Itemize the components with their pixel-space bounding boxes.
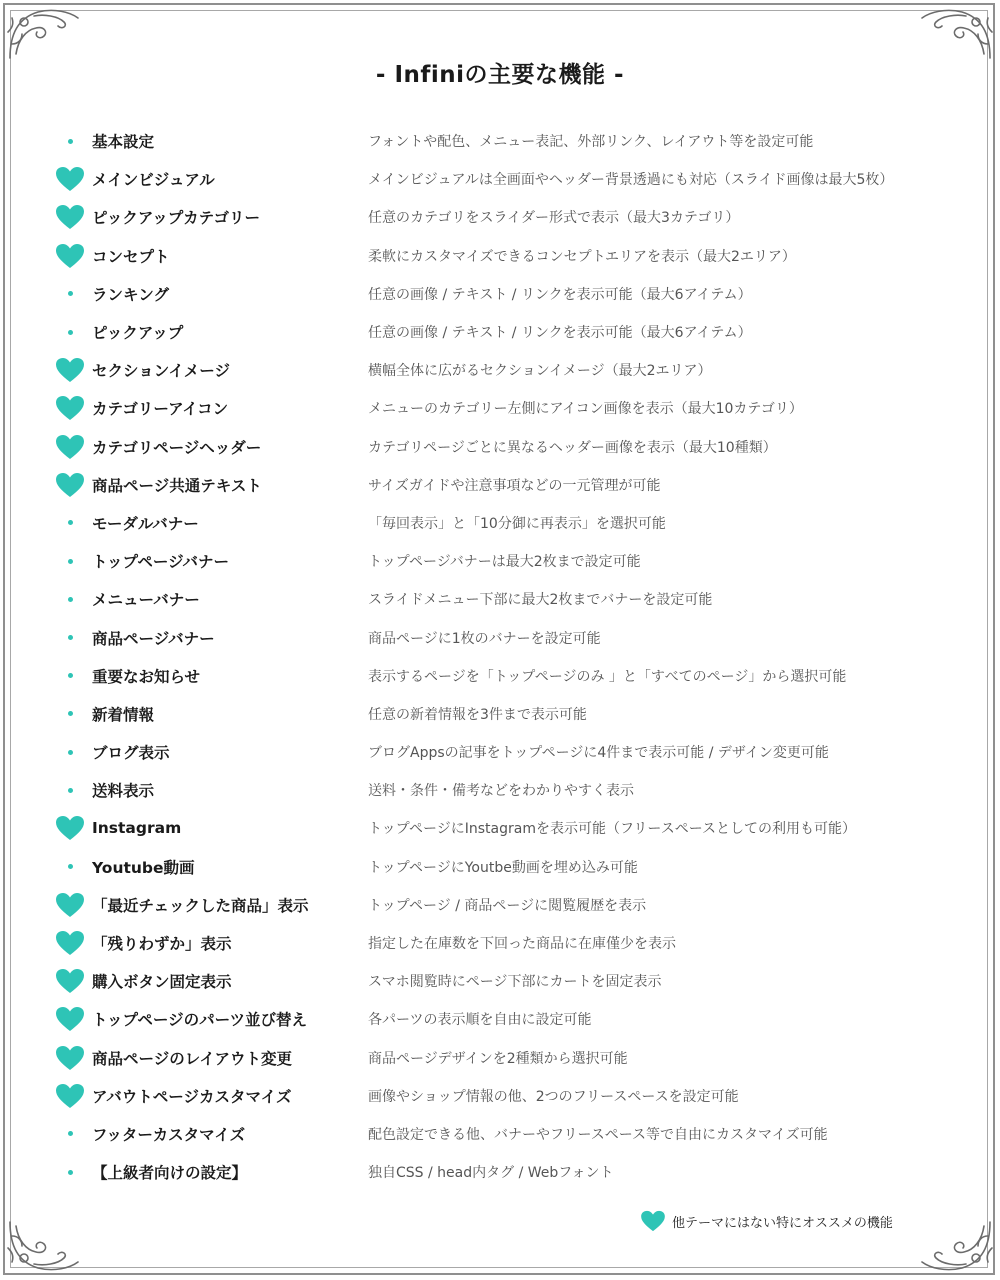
feature-name: トップページのパーツ並び替え	[92, 1011, 307, 1030]
feature-row	[52, 657, 972, 695]
feature-description: スマホ閲覧時にページ下部にカートを固定表示	[368, 974, 662, 991]
heart-icon	[52, 890, 88, 920]
bullet-dot-icon	[68, 330, 73, 335]
feature-description: 任意の新着情報を3件まで表示可能	[368, 706, 587, 723]
feature-description: 送料・条件・備考などをわかりやすく表示	[368, 783, 634, 800]
heart-icon	[640, 1210, 666, 1232]
page-title: - Infiniの主要な機能 -	[375, 62, 625, 88]
feature-row	[52, 618, 972, 656]
feature-name: 商品ページのレイアウト変更	[92, 1049, 292, 1068]
heart-icon	[52, 966, 88, 996]
feature-description: トップページ / 商品ページに閲覧履歴を表示	[368, 897, 647, 914]
feature-row	[52, 275, 972, 313]
feature-name: ブログ表示	[92, 744, 170, 763]
feature-name: モーダルバナー	[92, 514, 199, 533]
feature-row	[52, 237, 972, 275]
bullet-dot-icon	[68, 139, 73, 144]
ornament-top-left	[4, 4, 84, 64]
bullet-dot	[52, 623, 88, 653]
feature-description: ブログAppsの記事をトップページに4件まで表示可能 / デザイン変更可能	[368, 745, 829, 762]
feature-description: フォントや配色、メニュー表記、外部リンク、レイアウト等を設定可能	[368, 134, 814, 151]
feature-row	[52, 848, 972, 886]
feature-name: Instagram	[92, 819, 182, 838]
bullet-dot	[52, 546, 88, 576]
feature-name: Youtube動画	[92, 858, 195, 877]
feature-name: カテゴリページヘッダー	[92, 438, 262, 457]
feature-description: 任意の画像 / テキスト / リンクを表示可能（最大6アイテム）	[368, 325, 752, 342]
bullet-dot-icon	[68, 864, 73, 869]
feature-description: 任意のカテゴリをスライダー形式で表示（最大3カテゴリ）	[368, 210, 740, 227]
feature-row	[52, 504, 972, 542]
bullet-dot	[52, 661, 88, 691]
feature-description: 配色設定できる他、バナーやフリースペース等で自由にカスタマイズ可能	[368, 1126, 828, 1143]
feature-row	[52, 924, 972, 962]
bullet-dot-icon	[68, 520, 73, 525]
heart-icon	[52, 241, 88, 271]
bullet-dot	[52, 852, 88, 882]
feature-name: アバウトページカスタマイズ	[92, 1087, 292, 1106]
bullet-dot	[52, 126, 88, 156]
bullet-dot	[52, 1157, 88, 1187]
feature-description: 指定した在庫数を下回った商品に在庫僅少を表示	[368, 936, 676, 953]
legend	[640, 1210, 893, 1232]
feature-name: ピックアップカテゴリー	[92, 209, 261, 228]
feature-row	[52, 1039, 972, 1077]
feature-description: 独自CSS / head内タグ / Webフォント	[368, 1165, 614, 1182]
feature-name: 商品ページ共通テキスト	[92, 476, 262, 495]
feature-name: 新着情報	[92, 705, 155, 724]
heart-icon	[52, 1004, 88, 1034]
feature-name: セクションイメージ	[92, 362, 230, 381]
feature-name: ピックアップ	[92, 324, 184, 343]
feature-description: メインビジュアルは全画面やヘッダー背景透過にも対応（スライド画像は最大5枚）	[368, 172, 894, 189]
bullet-dot-icon	[68, 559, 73, 564]
feature-name: 重要なお知らせ	[92, 667, 201, 686]
feature-name: ランキング	[92, 285, 170, 304]
bullet-dot-icon	[68, 635, 73, 640]
feature-row	[52, 733, 972, 771]
bullet-dot-icon	[68, 788, 73, 793]
heart-icon	[52, 432, 88, 462]
heart-icon	[52, 202, 88, 232]
feature-row	[52, 1077, 972, 1115]
feature-name: メニューバナー	[92, 591, 200, 610]
feature-name: 基本設定	[92, 133, 155, 152]
bullet-dot	[52, 279, 88, 309]
feature-name: カテゴリーアイコン	[92, 400, 229, 419]
feature-description: メニューのカテゴリー左側にアイコン画像を表示（最大10カテゴリ）	[368, 401, 803, 418]
feature-description: トップページにInstagramを表示可能（フリースペースとしての利用も可能）	[368, 821, 857, 838]
bullet-dot-icon	[68, 597, 73, 602]
feature-row	[52, 198, 972, 236]
feature-description: 画像やショップ情報の他、2つのフリースペースを設定可能	[368, 1088, 739, 1105]
feature-row	[52, 771, 972, 809]
feature-row	[52, 809, 972, 847]
feature-name: 送料表示	[92, 782, 155, 801]
heart-icon	[52, 164, 88, 194]
feature-description: トップページにYoutbe動画を埋め込み可能	[368, 859, 638, 876]
heart-icon	[52, 1081, 88, 1111]
feature-name: トップページバナー	[92, 553, 230, 572]
feature-row	[52, 1115, 972, 1153]
bullet-dot	[52, 699, 88, 729]
feature-name: 【上級者向けの設定】	[92, 1164, 248, 1183]
bullet-dot-icon	[68, 711, 73, 716]
bullet-dot-icon	[68, 1131, 73, 1136]
bullet-dot	[52, 584, 88, 614]
flourish-icon	[916, 1216, 996, 1276]
bullet-dot-icon	[68, 673, 73, 678]
ornament-bottom-left	[4, 1216, 84, 1276]
flourish-icon	[4, 4, 84, 64]
heart-icon	[52, 470, 88, 500]
feature-row	[52, 542, 972, 580]
feature-row	[52, 886, 972, 924]
feature-description: サイズガイドや注意事項などの一元管理が可能	[368, 477, 661, 494]
feature-row	[52, 389, 972, 427]
bullet-dot	[52, 317, 88, 347]
heart-icon	[52, 928, 88, 958]
feature-name: フッターカスタマイズ	[92, 1125, 246, 1144]
feature-name: 「最近チェックした商品」表示	[92, 896, 309, 915]
feature-name: メインビジュアル	[92, 171, 215, 190]
feature-name: 「残りわずか」表示	[92, 935, 232, 954]
feature-row	[52, 1153, 972, 1191]
bullet-dot-icon	[68, 1170, 73, 1175]
feature-description: 「毎回表示」と「10分御に再表示」を選択可能	[368, 515, 666, 532]
heart-icon	[52, 393, 88, 423]
bullet-dot	[52, 775, 88, 805]
feature-description: 柔軟にカスタマイズできるコンセプトエリアを表示（最大2エリア）	[368, 248, 796, 265]
feature-description: 任意の画像 / テキスト / リンクを表示可能（最大6アイテム）	[368, 286, 752, 303]
bullet-dot-icon	[68, 750, 73, 755]
heart-icon	[52, 813, 88, 843]
feature-name: コンセプト	[92, 247, 170, 266]
flourish-icon	[916, 4, 996, 64]
feature-row	[52, 428, 972, 466]
feature-row	[52, 351, 972, 389]
feature-name: 商品ページバナー	[92, 629, 215, 648]
feature-description: 各パーツの表示順を自由に設定可能	[368, 1012, 592, 1029]
feature-row	[52, 122, 972, 160]
feature-description: 商品ページデザインを2種類から選択可能	[368, 1050, 628, 1067]
heart-icon	[52, 355, 88, 385]
flourish-icon	[4, 1216, 84, 1276]
feature-name: 購入ボタン固定表示	[92, 973, 232, 992]
feature-row	[52, 695, 972, 733]
ornament-bottom-right	[916, 1216, 996, 1276]
heart-icon	[52, 1043, 88, 1073]
bullet-dot-icon	[68, 291, 73, 296]
feature-list	[52, 122, 972, 1191]
feature-row	[52, 466, 972, 504]
feature-row	[52, 1000, 972, 1038]
ornament-top-right	[916, 4, 996, 64]
feature-description: 表示するページを「トップページのみ 」と「すべてのページ」から選択可能	[368, 668, 847, 685]
feature-description: 横幅全体に広がるセクションイメージ（最大2エリア）	[368, 363, 712, 380]
legend-label: 他テーマにはない特にオススメの機能	[672, 1215, 893, 1231]
feature-row	[52, 580, 972, 618]
bullet-dot	[52, 1119, 88, 1149]
feature-description: 商品ページに1枚のバナーを設定可能	[368, 630, 601, 647]
bullet-dot	[52, 508, 88, 538]
bullet-dot	[52, 737, 88, 767]
feature-row	[52, 160, 972, 198]
feature-description: スライドメニュー下部に最大2枚までバナーを設定可能	[368, 592, 713, 609]
feature-description: カテゴリページごとに異なるヘッダー画像を表示（最大10種類）	[368, 439, 777, 456]
feature-row	[52, 962, 972, 1000]
feature-description: トップページバナーは最大2枚まで設定可能	[368, 554, 641, 571]
feature-row	[52, 313, 972, 351]
